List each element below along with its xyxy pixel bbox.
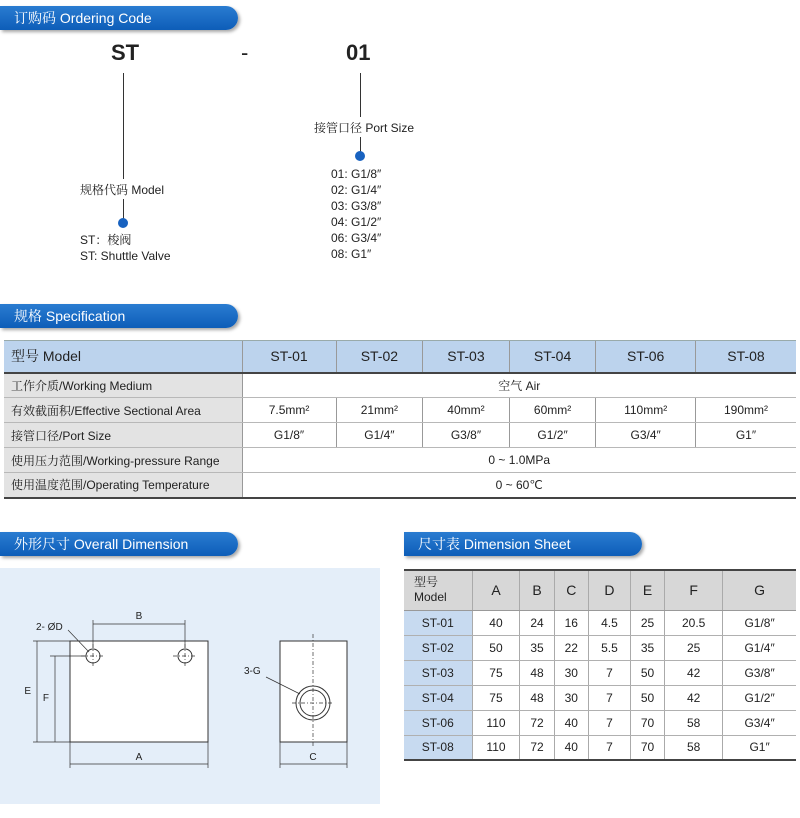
model-column-header: ST-02 bbox=[336, 341, 423, 373]
table-cell: 40 bbox=[472, 610, 520, 635]
table-cell: 50 bbox=[630, 660, 664, 685]
port-value: 01: G1/8″ bbox=[331, 167, 382, 181]
merged-cell: 空气 Air bbox=[242, 373, 796, 398]
table-row bbox=[4, 473, 796, 498]
table-row bbox=[4, 373, 796, 398]
model-dot bbox=[118, 218, 128, 228]
table-cell: G1/2″ bbox=[509, 423, 596, 448]
table-cell: 30 bbox=[554, 685, 588, 710]
table-cell: 4.5 bbox=[588, 610, 630, 635]
port-value: 08: G1″ bbox=[331, 247, 372, 261]
table-cell: 75 bbox=[472, 685, 520, 710]
table-cell: 50 bbox=[630, 685, 664, 710]
label-hole: 2- ØD bbox=[36, 622, 63, 633]
table-cell: 75 bbox=[472, 660, 520, 685]
table-cell: 7 bbox=[588, 735, 630, 760]
table-row bbox=[4, 423, 796, 448]
table-cell: 7 bbox=[588, 685, 630, 710]
table-row bbox=[404, 660, 796, 685]
table-cell: 58 bbox=[665, 710, 723, 735]
port-value: 03: G3/8″ bbox=[331, 199, 382, 213]
table-cell: G1″ bbox=[723, 735, 796, 760]
table-cell: 21mm² bbox=[336, 398, 423, 423]
table-cell: 40 bbox=[554, 735, 588, 760]
model-header: 型号 Model bbox=[4, 341, 242, 373]
dimension-sheet-banner: 尺寸表 Dimension Sheet bbox=[404, 532, 642, 556]
table-cell: 35 bbox=[520, 635, 554, 660]
model-cell: ST-04 bbox=[404, 685, 472, 710]
table-row bbox=[404, 735, 796, 760]
table-header-row bbox=[4, 341, 796, 373]
dimension-sheet-table bbox=[404, 569, 796, 761]
row-label: 工作介质/Working Medium bbox=[4, 373, 242, 398]
model-column-header: ST-06 bbox=[596, 341, 696, 373]
table-cell: G1/4″ bbox=[723, 635, 796, 660]
table-cell: 110 bbox=[472, 735, 520, 760]
column-header: A bbox=[472, 570, 520, 610]
column-header: C bbox=[554, 570, 588, 610]
label-b: B bbox=[135, 611, 143, 622]
model-leader-line bbox=[123, 73, 124, 179]
model-cell: ST-06 bbox=[404, 710, 472, 735]
table-cell: 20.5 bbox=[665, 610, 723, 635]
code-st: ST bbox=[111, 40, 140, 65]
table-cell: 25 bbox=[665, 635, 723, 660]
dimension-drawing bbox=[0, 568, 380, 804]
table-cell: 70 bbox=[630, 710, 664, 735]
port-dot bbox=[355, 151, 365, 161]
model-cell: ST-03 bbox=[404, 660, 472, 685]
specification-table bbox=[4, 340, 796, 499]
ordering-code-banner: 订购码 Ordering Code bbox=[0, 6, 238, 30]
model-column-header: ST-08 bbox=[695, 341, 796, 373]
table-cell: 190mm² bbox=[695, 398, 796, 423]
port-label: 接管口径 Port Size bbox=[314, 121, 415, 135]
merged-cell: 0 ~ 1.0MPa bbox=[242, 448, 796, 473]
model-header bbox=[404, 570, 472, 610]
table-cell: G1/8″ bbox=[723, 610, 796, 635]
row-label: 有效截面积/Effective Sectional Area bbox=[4, 398, 242, 423]
label-f: F bbox=[42, 693, 49, 704]
port-value: 06: G3/4″ bbox=[331, 231, 382, 245]
table-cell: 70 bbox=[630, 735, 664, 760]
column-header: D bbox=[588, 570, 630, 610]
table-cell: 72 bbox=[520, 735, 554, 760]
table-cell: G3/4″ bbox=[723, 710, 796, 735]
table-cell: 110 bbox=[472, 710, 520, 735]
table-cell: G3/8″ bbox=[723, 660, 796, 685]
table-cell: 48 bbox=[520, 660, 554, 685]
model-label: 规格代码 Model bbox=[80, 183, 165, 197]
table-cell: 58 bbox=[665, 735, 723, 760]
port-leader-line-2 bbox=[360, 137, 361, 152]
row-label: 接管口径/Port Size bbox=[4, 423, 242, 448]
model-column-header: ST-01 bbox=[242, 341, 336, 373]
table-cell: G1/8″ bbox=[242, 423, 336, 448]
table-cell: 25 bbox=[630, 610, 664, 635]
table-row bbox=[404, 685, 796, 710]
port-leader-line bbox=[360, 73, 361, 117]
column-header: B bbox=[520, 570, 554, 610]
model-header-en: Model bbox=[414, 590, 447, 605]
column-header: G bbox=[723, 570, 796, 610]
table-cell: 42 bbox=[665, 660, 723, 685]
overall-dimension-banner: 外形尺寸 Overall Dimension bbox=[0, 532, 238, 556]
table-cell: 110mm² bbox=[596, 398, 696, 423]
table-row bbox=[404, 710, 796, 735]
merged-cell: 0 ~ 60℃ bbox=[242, 473, 796, 498]
dimension-drawing-panel bbox=[0, 568, 380, 804]
table-cell: 72 bbox=[520, 710, 554, 735]
label-g: 3-G bbox=[244, 666, 261, 677]
code-port: 01 bbox=[346, 40, 371, 65]
model-value-2: ST: Shuttle Valve bbox=[80, 249, 171, 263]
table-header-row bbox=[404, 570, 796, 610]
label-a: A bbox=[135, 752, 143, 763]
side-view-body bbox=[280, 641, 347, 742]
table-row bbox=[404, 610, 796, 635]
table-cell: 7 bbox=[588, 660, 630, 685]
table-cell: 24 bbox=[520, 610, 554, 635]
column-header: E bbox=[630, 570, 664, 610]
table-cell: G3/4″ bbox=[596, 423, 696, 448]
model-value-1: ST：梭阀 bbox=[80, 233, 132, 247]
table-cell: 7 bbox=[588, 710, 630, 735]
label-c: C bbox=[309, 752, 317, 763]
specification-banner: 规格 Specification bbox=[0, 304, 238, 328]
model-cell: ST-08 bbox=[404, 735, 472, 760]
table-cell: 16 bbox=[554, 610, 588, 635]
code-dash: - bbox=[241, 40, 249, 65]
table-cell: 40 bbox=[554, 710, 588, 735]
table-cell: 48 bbox=[520, 685, 554, 710]
table-cell: 30 bbox=[554, 660, 588, 685]
table-cell: 22 bbox=[554, 635, 588, 660]
table-cell: G3/8″ bbox=[423, 423, 510, 448]
model-header-cn: 型号 bbox=[414, 575, 439, 590]
table-cell: 60mm² bbox=[509, 398, 596, 423]
table-row bbox=[404, 635, 796, 660]
table-cell: 7.5mm² bbox=[242, 398, 336, 423]
table-cell: G1″ bbox=[695, 423, 796, 448]
model-column-header: ST-04 bbox=[509, 341, 596, 373]
model-cell: ST-01 bbox=[404, 610, 472, 635]
table-row bbox=[4, 448, 796, 473]
model-column-header: ST-03 bbox=[423, 341, 510, 373]
model-cell: ST-02 bbox=[404, 635, 472, 660]
table-row bbox=[4, 398, 796, 423]
table-cell: 40mm² bbox=[423, 398, 510, 423]
row-label: 使用温度范围/Operating Temperature bbox=[4, 473, 242, 498]
table-cell: G1/2″ bbox=[723, 685, 796, 710]
table-cell: G1/4″ bbox=[336, 423, 423, 448]
model-leader-line-2 bbox=[123, 199, 124, 219]
table-cell: 42 bbox=[665, 685, 723, 710]
table-cell: 50 bbox=[472, 635, 520, 660]
row-label: 使用压力范围/Working-pressure Range bbox=[4, 448, 242, 473]
table-cell: 35 bbox=[630, 635, 664, 660]
port-value: 04: G1/2″ bbox=[331, 215, 382, 229]
label-e: E bbox=[24, 686, 31, 697]
port-value: 02: G1/4″ bbox=[331, 183, 382, 197]
column-header: F bbox=[665, 570, 723, 610]
table-cell: 5.5 bbox=[588, 635, 630, 660]
